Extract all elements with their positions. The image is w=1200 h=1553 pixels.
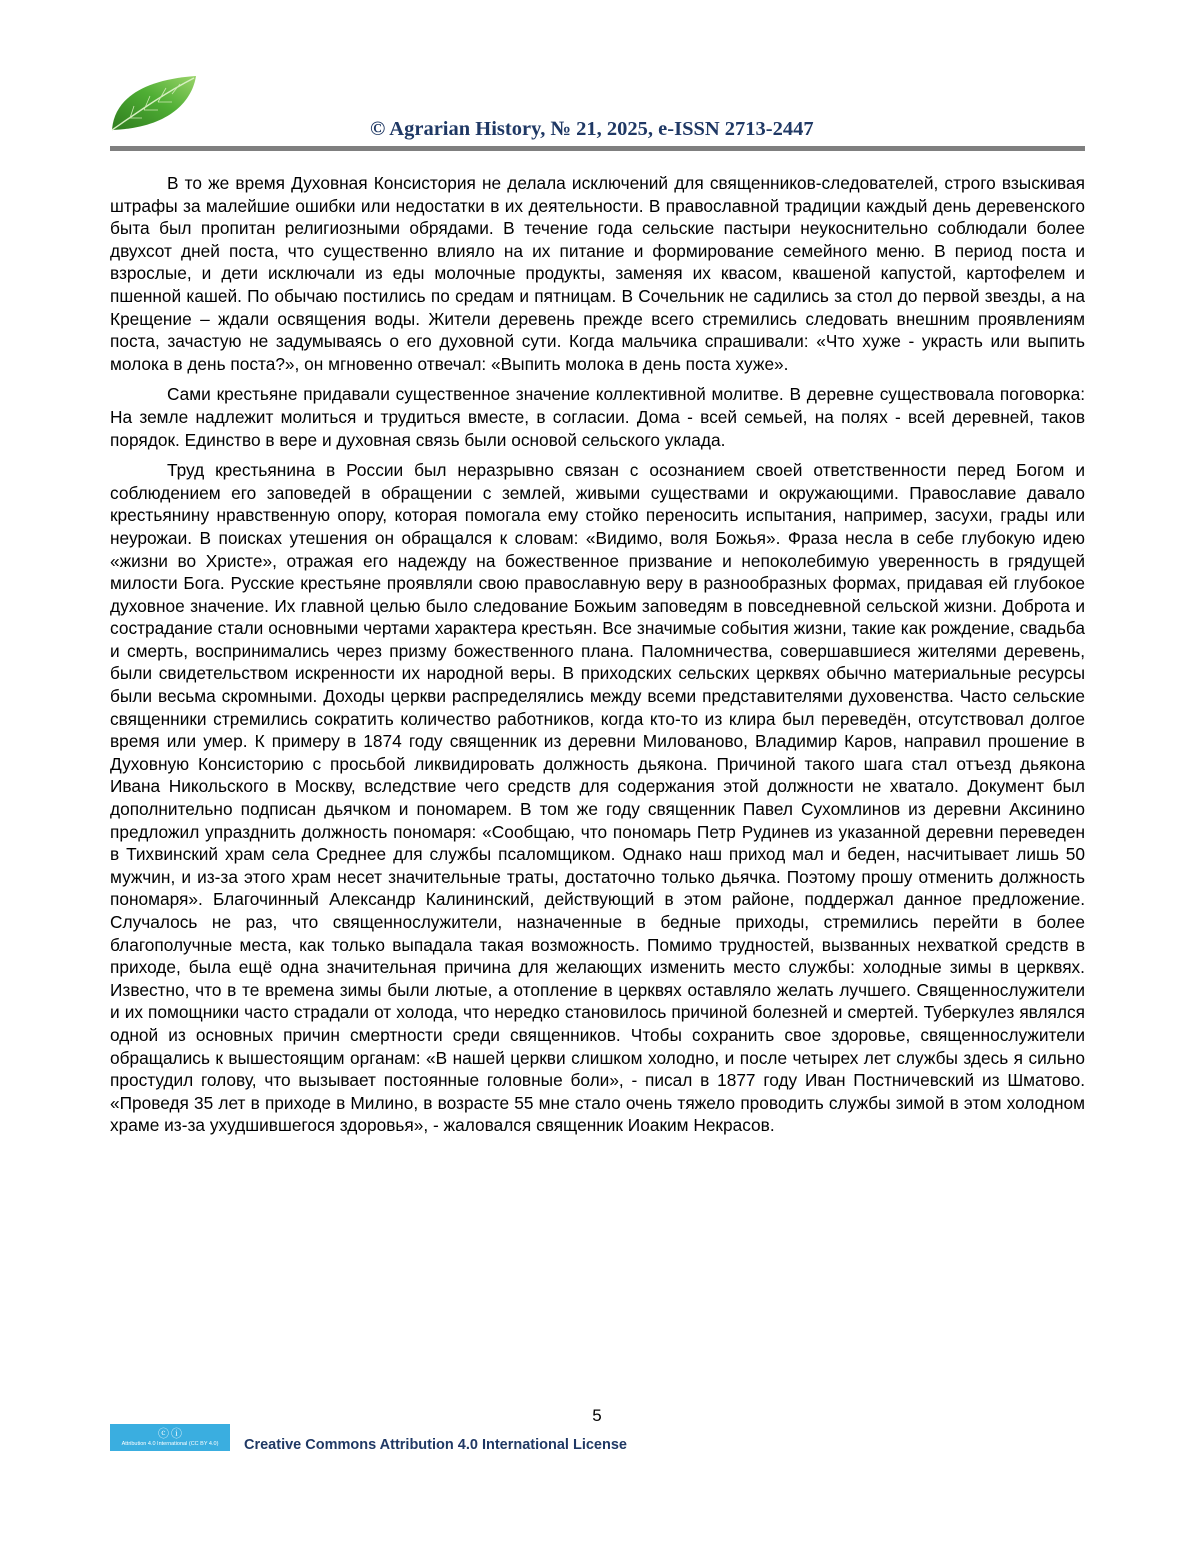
- cc-by-icon: ⓒⓘ: [158, 1428, 184, 1440]
- paragraph-2: Сами крестьяне придавали существенное значение коллективной молитве. В деревне существовала поговорка: На земле надлежит молиться и трудиться вместе, в согласии. Дома - всей семьей, на полях - всей деревней, таков порядок. Единство в вере и духовная связь были основой сельского уклада.: [110, 384, 1085, 450]
- page-number: 5: [592, 1406, 602, 1425]
- cc-license-badge[interactable]: [110, 1424, 230, 1451]
- header-divider: [110, 146, 1085, 151]
- license-link[interactable]: Creative Commons Attribution 4.0 International License: [244, 1437, 627, 1453]
- paragraph-1: В то же время Духовная Консистория не делала исключений для священников-следователей, строго взыскивая штрафы за малейшие ошибки или недостатки в их деятельности. В православной традиции каждый день деревенского быта был пропитан религиозными обрядами. В течение года сельские пастыри неукоснительно соблюдали более двухсот дней поста, что существенно влияло на их питание и формирование семейного меню. В период поста и взрослые, и дети исключали из еды молочные продукты, заменяя их квасом, квашеной капустой, картофелем и пшенной кашей. По обычаю постились по средам и пятницам. В Сочельник не садились за стол до первой звезды, а на Крещение – ждали освящения воды. Жители деревень прежде всего стремились следовать внешним проявлениям поста, зачастую не задумываясь о его духовной сути. Когда мальчика спрашивали: «Что хуже - украсть или выпить молока в день поста?», он мгновенно отвечал: «Выпить молока в день поста хуже».: [110, 173, 1085, 374]
- green-leaf-icon: [108, 72, 200, 136]
- article-body: [110, 172, 1085, 1145]
- cc-badge-label: Attribution 4.0 International (CC BY 4.0): [121, 1441, 219, 1447]
- journal-title: © Agrarian History, № 21, 2025, e-ISSN 2713-2447: [370, 118, 814, 140]
- paragraph-3: Труд крестьянина в России был неразрывно связан с осознанием своей ответственности перед Богом и соблюдением его заповедей в обращении с землей, живыми существами и окружающими. Православие давало крестьянину нравственную опору, которая помогала ему стойко переносить испытания, например, засухи, грады или неурожаи. В поисках утешения он обращался к словам: «Видимо, воля Божья». Фраза несла в себе глубокую идею «жизни во Христе», отражая его надежду на божественное призвание и непоколебимую уверенность в грядущей милости Бога. Русские крестьяне проявляли свою православную веру в разнообразных формах, придавая ей глубокое духовное значение. Их главной целью было следование Божьим заповедям в повседневной сельской жизни. Доброта и сострадание стали основными чертами характера крестьян. Все значимые события жизни, такие как рождение, свадьба и смерть, воспринимались через призму божественного плана. Паломничества, совершавшиеся жителями деревень, были свидетельством искренности их народной веры. В приходских сельских церквях обычно материальные ресурсы были весьма скромными. Доходы церкви распределялись между всеми представителями духовенства. Часто сельские священники стремились сократить количество работников, когда кто-то из клира был переведён, отсутствовал долгое время или умер. К примеру в 1874 году священник из деревни Милованово, Владимир Каров, направил прошение в Духовную Консисторию с просьбой ликвидировать должность дьякона. Причиной такого шага стал отъезд дьякона Ивана Никольского в Москву, вследствие чего средств для содержания этой должности не хватало. Документ был дополнительно подписан дьячком и пономарем. В том же году священник Павел Сухомлинов из деревни Аксинино предложил упразднить должность пономаря: «Сообщаю, что пономарь Петр Рудинев из указанной деревни переведен в Тихвинский храм села Среднее для службы псаломщиком. Однако наш приход мал и беден, насчитывает лишь 50 мужчин, и из-за этого храм несет значительные траты, достаточно только дьячка. Поэтому прошу отменить должность пономаря». Благочинный Александр Калининский, действующий в этом районе, поддержал данное предложение. Случалось не раз, что священнослужители, назначенные в бедные приходы, стремились перейти в более благополучные места, как только выпадала такая возможность. Помимо трудностей, вызванных нехваткой средств в приходе, была ещё одна значительная причина для желающих изменить место службы: холодные зимы в церквях. Известно, что в те времена зимы были лютые, а отопление в церквях оставляло желать лучшего. Священнослужители и их помощники часто страдали от холода, что нередко становилось причиной болезней и смертей. Туберкулез являлся одной из основных причин смертности среди священников. Чтобы сохранить свое здоровье, священнослужители обращались к вышестоящим органам: «В нашей церкви слишком холодно, и после четырех лет службы здесь я сильно простудил голову, что вызывает постоянные головные боли», - писал в 1877 году Иван Постничевский из Шматово. «Проведя 35 лет в приходе в Милино, в возрасте 55 мне стало очень тяжело проводить службы зимой в этом холодном храме из-за ухудшившегося здоровья», - жаловался священник Иоаким Некрасов.: [110, 460, 1085, 1136]
- page-header: [0, 0, 1200, 160]
